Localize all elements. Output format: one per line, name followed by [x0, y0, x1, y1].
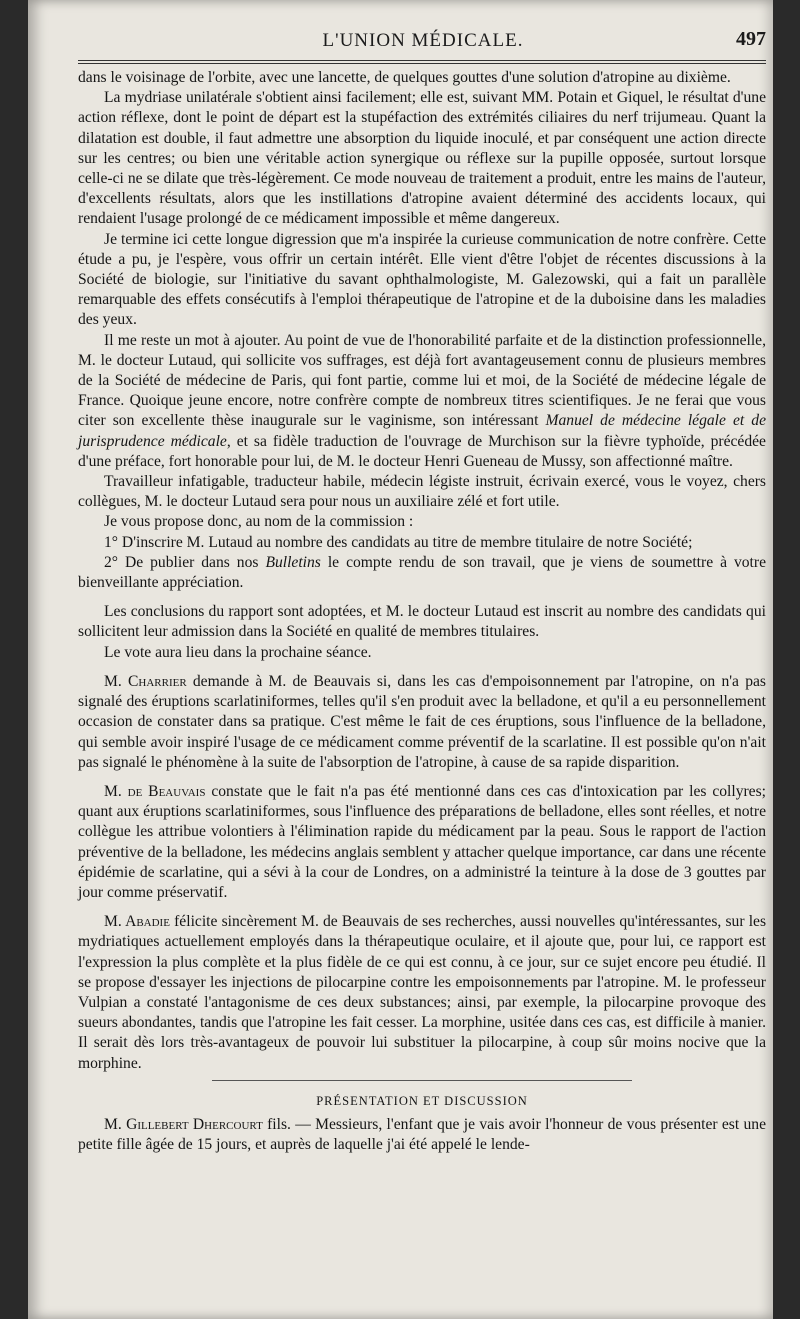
- journal-title: L'UNION MÉDICALE.: [322, 30, 524, 51]
- paragraph: Je termine ici cette longue digression que m'a inspirée la curieuse communication de notre confrère. Cette étude a pu, je l'espère, vous offrir un certain intérêt. Elle vient d'être l'objet de récentes discussions à la Société de biologie, sur l'initiative du savant ophthalmologiste, M. Galezowski, qui a fait un parallèle remarquable des effets consécutifs à l'emploi thérapeutique de l'atropine et de la duboisine dans les maladies des yeux.: [78, 230, 766, 329]
- proposal-item: [78, 553, 766, 593]
- page-number: 497: [736, 28, 766, 50]
- paragraph: dans le voisinage de l'orbite, avec une lancette, de quelques gouttes d'une solution d'atropine au dixième.: [78, 69, 731, 86]
- paragraph-text: , et sa fidèle traduction de l'ouvrage de Murchison sur la fièvre typhoïde, précédée d'une préface, fort honorable pour lui, de M. le docteur Henri Gueneau de Mussy, son affectionné maître.: [78, 432, 766, 470]
- section-rule: [212, 1080, 632, 1081]
- header-rule: [78, 60, 766, 61]
- paragraph: Le vote aura lieu dans la prochaine séance.: [104, 643, 372, 661]
- paragraph: Travailleur infatigable, traducteur habile, médecin légiste instruit, écrivain exercé, vous le voyez, chers collègues, M. le docteur Lutaud sera pour nous un auxiliaire zélé et fort utile.: [78, 473, 766, 511]
- paragraph: [78, 331, 766, 472]
- speaker-name: M. de Beauvais: [104, 782, 206, 800]
- paragraph-text: le compte rendu de son travail, que je viens de soumettre à votre bienveillante appréciation.: [78, 553, 766, 592]
- document-page: [28, 0, 773, 1319]
- paragraph: Les conclusions du rapport sont adoptées, et M. le docteur Lutaud est inscrit au nombre des candidats qui sollicitent leur admission dans la Société en qualité de membres titulaires.: [78, 603, 766, 641]
- page-header: [78, 28, 768, 58]
- paragraph-text: félicite sincèrement M. de Beauvais de ses recherches, aussi nouvelles qu'intéressantes, sur les mydriatiques actuellement employés dans la thérapeutique oculaire, et il ajoute que, pour lui, ce rapport est l'expression la plus complète et la plus fidèle de ce qui est connu, à ce jour, sur ce sujet encore peu étudié. Il se propose d'essayer les injections de pilocarpine contre les empoisonnements par l'atropine. M. le professeur Vulpian a constaté l'antagonisme de ces deux substances; ainsi, par exemple, la pilocarpine provoque des sueurs abondantes, tandis que l'atropine les fait cesser. La morphine, usitée dans ces cas, est difficile à manier. Il serait dès lors très-avantageux de pouvoir lui substituer la pilocarpine, à coup sûr moins nocive que la morphine.: [78, 913, 767, 1072]
- proposal-item: 1° D'inscrire M. Lutaud au nombre des candidats au titre de membre titulaire de notre Société;: [104, 533, 693, 551]
- book-title: Manuel de médecine légale et de jurisprudence médicale: [78, 412, 766, 450]
- publication-name: Bulletins: [265, 553, 321, 571]
- body-text: [78, 68, 766, 1155]
- paragraph: La mydriase unilatérale s'obtient ainsi facilement; elle est, suivant MM. Potain et Giquel, le résultat d'une action réflexe, dont le point de départ est la stupéfaction des extrémités ciliaires du nerf trijumeau. Quant la dilatation est double, il faut admettre une absorption du liquide inoculé, et par conséquent une action directe sur les centres; ou bien une véritable action synergique ou réflexe sur la pupille opposée, surtout lorsque celle-ci ne se dilate que très-légèrement. Ce mode nouveau de traitement a produit, entre les mains de l'auteur, d'excellents résultats, alors que les instillations d'atropine avaient déterminé des accidents locaux, qui rendaient l'usage prolongé de ce médicament impossible et même dangereux.: [78, 89, 766, 228]
- paragraph-text: fils. — Messieurs, l'enfant que je vais avoir l'honneur de vous présenter est une petite fille âgée de 15 jours, et auprès de laquelle j'ai été appelé le lende-: [78, 1115, 767, 1154]
- paragraph: [78, 912, 766, 1074]
- paragraph: [78, 1115, 766, 1155]
- paragraph: [78, 782, 766, 903]
- paragraph: Je vous propose donc, au nom de la commission :: [104, 513, 414, 531]
- paragraph: [78, 672, 766, 773]
- header-rule-secondary: [78, 63, 766, 64]
- speaker-name: M. Charrier: [104, 672, 187, 690]
- paragraph-text: constate que le fait n'a pas été mentionné dans ces cas d'intoxication par les collyres; quant aux éruptions scarlatiniformes, sous l'influence des préparations de belladone, elles sont réelles, et notre collègue les attribue volontiers à l'élimination rapide du médicament par la peau. Sous le rapport de l'action préventive de la belladone, les médecins anglais semblent y attacher quelque importance, car dans une récente épidémie de scarlatine, qui a sévi à la cour de Londres, on a administré la teinture à la dose de 3 gouttes par jour comme préservatif.: [78, 782, 767, 901]
- speaker-name: M. Abadie: [104, 913, 170, 931]
- speaker-name: M. Gillebert Dhercourt: [104, 1115, 263, 1133]
- section-title: PRÉSENTATION ET DISCUSSION: [316, 1093, 528, 1108]
- paragraph-text: 2° De publier dans nos: [104, 553, 266, 571]
- paragraph-text: demande à M. de Beauvais si, dans les cas d'empoisonnement par l'atropine, on n'a pas signalé des éruptions scarlatiniformes, telles qu'il s'en produit avec la belladone, et qu'il a eu personnellement occasion de constater dans sa pratique. C'est même le fait de ces éruptions, sous l'influence de la belladone, qui semble avoir inspiré l'usage de ce médicament comme préventif de la scarlatine. Il est possible qu'on n'ait pas signalé le phénomène à la suite de l'absorption de l'atropine, à cause de sa rapide disparition.: [78, 672, 766, 771]
- paragraph-text: Il me reste un mot à ajouter. Au point de vue de l'honorabilité parfaite et de la distinction professionnelle, M. le docteur Lutaud, qui sollicite vos suffrages, est déjà fort avantageusement connu de plusieurs membres de la Société de médecine de Paris, qui font partie, comme lui et moi, de la Société de médecine légale de France. Quoique jeune encore, notre confrère compte de nombreux titres scientifiques. Je ne ferai que vous citer son excellente thèse inaugurale sur le vaginisme, son intéressant: [78, 331, 766, 430]
